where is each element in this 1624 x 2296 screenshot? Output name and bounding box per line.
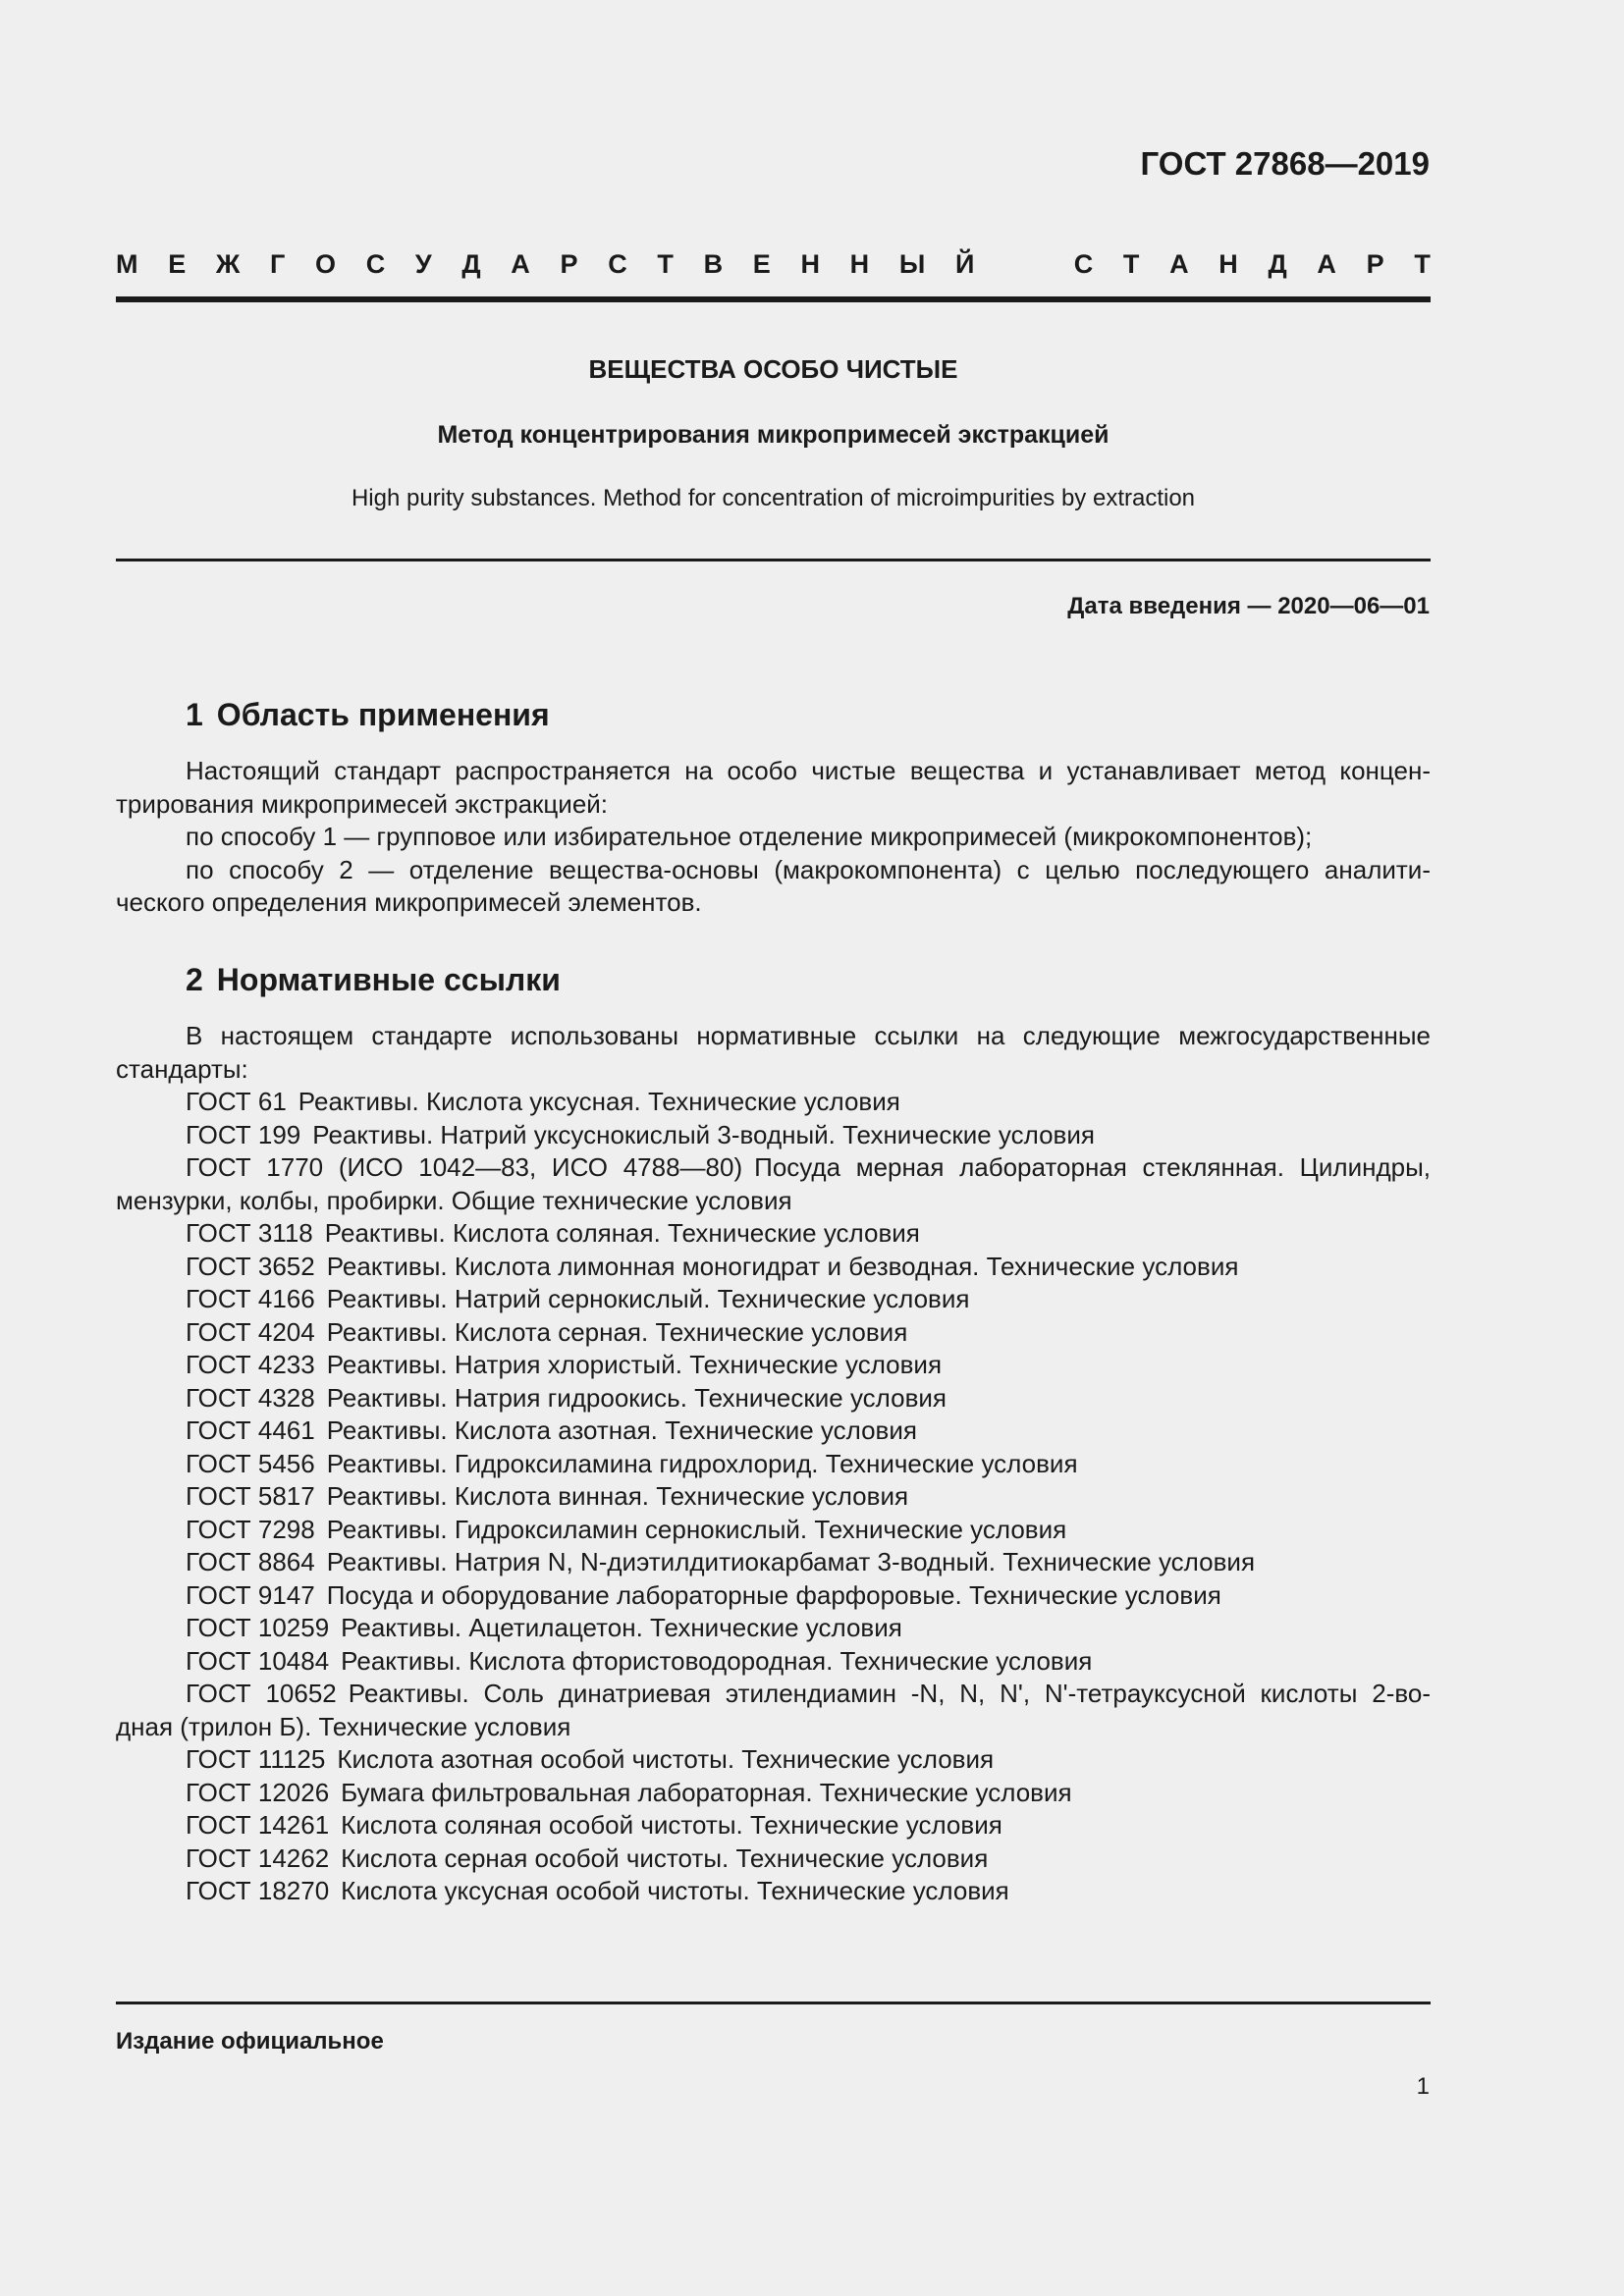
reference-title: Посуда мерная лабораторная стеклянная. Цилиндры, — [754, 1152, 1431, 1182]
normative-reference — [116, 1514, 1431, 1547]
banner-letter: Т — [1414, 248, 1431, 279]
reference-code: ГОСТ 61 — [186, 1087, 287, 1116]
banner-letter: В — [703, 248, 724, 279]
reference-title: Бумага фильтровальная лабораторная. Технические условия — [341, 1777, 1072, 1807]
reference-code: ГОСТ 11125 — [186, 1744, 326, 1774]
banner-letter: Р — [1366, 248, 1384, 279]
banner-letter: Е — [752, 248, 771, 279]
reference-code: ГОСТ 18270 — [186, 1876, 330, 1905]
normative-reference — [116, 1875, 1431, 1908]
section-1-line: трирования микропримесей экстракцией: — [116, 788, 609, 819]
reference-code: ГОСТ 14261 — [186, 1810, 330, 1840]
banner-letter: А — [1317, 248, 1336, 279]
reference-title: Реактивы. Натрия N, N-диэтилдитиокарбамат 3-водный. Технические условия — [326, 1547, 1256, 1576]
normative-reference — [116, 1251, 1431, 1284]
normative-reference — [116, 1217, 1431, 1251]
reference-title: Посуда и оборудование лабораторные фарфоровые. Технические условия — [326, 1579, 1221, 1610]
reference-code: ГОСТ 4233 — [186, 1350, 315, 1379]
normative-reference — [116, 1546, 1431, 1579]
normative-reference — [116, 1678, 1431, 1711]
reference-title: Кислота серная особой чистоты. Технические условия — [341, 1842, 989, 1873]
section-2-heading — [186, 962, 561, 998]
banner-letter: Д — [461, 248, 481, 279]
section-2-number: 2 — [186, 962, 203, 997]
reference-code: ГОСТ 4166 — [186, 1284, 315, 1313]
banner-letter: А — [1169, 248, 1189, 279]
footer-rule — [116, 2002, 1431, 2004]
normative-reference — [116, 1316, 1431, 1350]
section-2-intro-line: стандарты: — [116, 1053, 248, 1084]
reference-title: Кислота азотная особой чистоты. Технические условия — [337, 1744, 995, 1774]
normative-reference — [116, 1415, 1431, 1448]
banner-letter: С — [365, 248, 386, 279]
reference-code: ГОСТ 14262 — [186, 1842, 330, 1873]
section-2-body — [116, 1020, 1431, 1908]
document-subtitle: Метод концентрирования микропримесей экстракцией — [437, 421, 1110, 449]
banner-letter: Ы — [898, 248, 926, 279]
normative-reference — [116, 1743, 1431, 1777]
reference-code: ГОСТ 3118 — [186, 1218, 313, 1248]
interstate-standard-banner — [116, 246, 1431, 282]
gost-number: ГОСТ 27868—2019 — [1140, 145, 1430, 182]
banner-letter: Ж — [215, 248, 241, 279]
banner-letter: Е — [168, 248, 187, 279]
banner-letter: С — [1073, 248, 1094, 279]
reference-title: Реактивы. Натрий уксуснокислый 3-водный. Технические условия — [312, 1119, 1095, 1149]
reference-code: ГОСТ 12026 — [186, 1777, 330, 1807]
section-1-number: 1 — [186, 697, 203, 732]
reference-code: ГОСТ 199 — [186, 1119, 301, 1149]
banner-letter: Д — [1268, 248, 1287, 279]
banner-letter: Т — [657, 248, 674, 279]
reference-title: Реактивы. Ацетилацетон. Технические условия — [341, 1613, 902, 1642]
normative-reference — [116, 1382, 1431, 1415]
reference-title: Реактивы. Гидроксиламина гидрохлорид. Технические условия — [326, 1448, 1078, 1478]
banner-letter: Т — [1122, 248, 1140, 279]
section-2-title: Нормативные ссылки — [216, 962, 561, 997]
section-1-body — [116, 755, 1431, 920]
reference-title: Кислота уксусная особой чистоты. Технические условия — [341, 1876, 1009, 1905]
banner-letter: С — [608, 248, 627, 279]
banner-letter: М — [116, 248, 138, 279]
normative-reference — [116, 1119, 1431, 1152]
document-title: ВЕЩЕСТВА ОСОБО ЧИСТЫЕ — [588, 354, 958, 384]
banner-letter: Р — [560, 248, 578, 279]
reference-title: Реактивы. Кислота винная. Технические условия — [326, 1481, 909, 1511]
official-edition-label: Издание официальное — [116, 2028, 384, 2055]
page-number: 1 — [1416, 2073, 1430, 2100]
banner-letter: Н — [849, 248, 870, 279]
title-rule — [116, 559, 1431, 561]
normative-reference — [116, 1480, 1431, 1514]
reference-code: ГОСТ 5817 — [186, 1481, 315, 1511]
reference-title: Реактивы. Кислота фтористоводородная. Технические условия — [341, 1645, 1093, 1676]
document-title-english: High purity substances. Method for concentration of microimpurities by extraction — [351, 485, 1196, 511]
normative-reference — [116, 1349, 1431, 1382]
normative-reference — [116, 1809, 1431, 1842]
normative-reference — [116, 1283, 1431, 1316]
banner-letter: Н — [800, 248, 820, 279]
reference-code: ГОСТ 10484 — [186, 1645, 330, 1676]
section-1-heading — [186, 697, 550, 733]
banner-letter: О — [314, 248, 336, 279]
normative-reference — [116, 1842, 1431, 1876]
banner-letter: Г — [269, 248, 286, 279]
introduction-date: Дата введения — 2020—06—01 — [1067, 593, 1430, 619]
banner-letter: У — [414, 248, 432, 279]
reference-code: ГОСТ 9147 — [186, 1579, 315, 1610]
normative-reference — [116, 1777, 1431, 1810]
reference-code: ГОСТ 3652 — [186, 1251, 315, 1281]
reference-code: ГОСТ 4328 — [186, 1382, 315, 1413]
reference-title: Кислота соляная особой чистоты. Технические условия — [341, 1810, 1002, 1840]
banner-letter: Н — [1218, 248, 1238, 279]
reference-title: Реактивы. Кислота уксусная. Технические условия — [298, 1087, 900, 1116]
reference-title: Реактивы. Соль динатриевая этилендиамин -N, N, N', N'-тетрауксусной кислоты 2-во- — [348, 1679, 1431, 1708]
normative-reference — [116, 1151, 1431, 1185]
section-1-line: по способу 2 — отделение вещества-основы (макрокомпонента) с целью последующего аналити- — [186, 854, 1431, 884]
reference-code: ГОСТ 4461 — [186, 1415, 315, 1445]
reference-continuation: мензурки, колбы, пробирки. Общие технические условия — [116, 1185, 792, 1215]
normative-reference — [116, 1448, 1431, 1481]
normative-reference — [116, 1086, 1431, 1119]
reference-code: ГОСТ 10652 — [186, 1679, 337, 1708]
section-1-line: по способу 1 — групповое или избирательное отделение микропримесей (микрокомпонентов); — [186, 822, 1313, 851]
reference-title: Реактивы. Кислота азотная. Технические условия — [326, 1415, 917, 1445]
section-1-line: ческого определения микропримесей элементов. — [116, 887, 702, 917]
banner-letter: А — [511, 248, 530, 279]
header-rule — [116, 296, 1431, 302]
reference-title: Реактивы. Гидроксиламин сернокислый. Технические условия — [326, 1514, 1067, 1544]
reference-code: ГОСТ 5456 — [186, 1448, 315, 1478]
section-1-title: Область применения — [216, 697, 550, 732]
reference-continuation: дная (трилон Б). Технические условия — [116, 1711, 571, 1741]
reference-code: ГОСТ 10259 — [186, 1613, 330, 1642]
reference-title: Реактивы. Кислота серная. Технические условия — [326, 1316, 908, 1347]
reference-title: Реактивы. Кислота лимонная моногидрат и безводная. Технические условия — [326, 1251, 1239, 1281]
reference-title: Реактивы. Натрия хлористый. Технические условия — [326, 1350, 943, 1379]
section-2-intro-line: В настоящем стандарте использованы нормативные ссылки на следующие межгосударственные — [186, 1021, 1431, 1050]
reference-title: Реактивы. Кислота соляная. Технические условия — [324, 1218, 920, 1248]
reference-code: ГОСТ 8864 — [186, 1547, 315, 1576]
reference-code: ГОСТ 7298 — [186, 1514, 315, 1544]
reference-title: Реактивы. Натрия гидроокись. Технические условия — [326, 1382, 947, 1413]
banner-letter: Й — [954, 248, 975, 279]
section-1-line: Настоящий стандарт распространяется на особо чистые вещества и устанавливает метод концен- — [186, 756, 1431, 785]
reference-code: ГОСТ 1770 (ИСО 1042—83, ИСО 4788—80) — [186, 1152, 743, 1182]
normative-reference — [116, 1612, 1431, 1645]
normative-reference — [116, 1579, 1431, 1613]
reference-title: Реактивы. Натрий сернокислый. Технические условия — [326, 1284, 970, 1313]
reference-code: ГОСТ 4204 — [186, 1316, 315, 1347]
normative-reference — [116, 1645, 1431, 1679]
